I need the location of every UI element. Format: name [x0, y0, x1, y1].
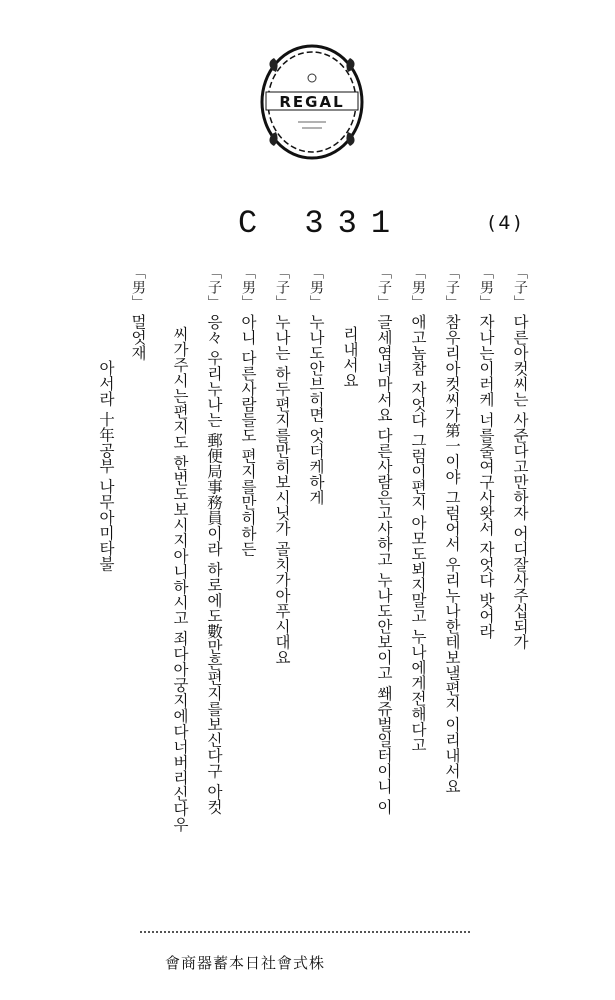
- dialogue-line: [236, 265, 260, 556]
- dialogue-text: 아니 다른사람들도 편지를만히하든: [239, 314, 257, 557]
- closing-remark: 아서라 十年공부 나무아미타불: [97, 360, 115, 572]
- regal-logo: [258, 42, 366, 162]
- logo-text: REGAL: [279, 93, 345, 111]
- dialogue-line: [474, 265, 498, 639]
- dotted-divider: [140, 931, 470, 933]
- dialogue-line: [440, 265, 464, 794]
- speaker-label: 「子」: [274, 265, 290, 310]
- speaker-label: 「男」: [308, 265, 324, 310]
- speaker-label: 「子」: [512, 265, 528, 310]
- speaker-label: 「子」: [206, 265, 222, 310]
- dialogue-text: 누나는 하두편지를만히보시닛가 골치가아푸시대요: [273, 314, 291, 665]
- speaker-label: 「男」: [478, 265, 494, 310]
- dialogue-text: 글세염녀마서요 다른사람은고사하고 누나도안보이고 쐐쥬벌일터이니 이: [375, 314, 393, 815]
- dialogue-text: 멀엇재: [129, 314, 147, 361]
- dialogue-text: 참우리아컷씨가第一이야 그럼어서 우리누나한테보낼편지 이리내서요: [443, 314, 461, 794]
- dialogue-line: [126, 265, 150, 361]
- dialogue-text: 다른아컷씨는 사준다고만하자 어디잘사주십되가: [511, 314, 529, 650]
- dialogue-line: [270, 265, 294, 665]
- catalog-number: C 331: [238, 205, 405, 242]
- dialogue-text: 애고놈참 자엇다 그럼이편지 아모도뵈지말고 누나에게전해다고: [409, 314, 427, 753]
- speaker-label: 「男」: [130, 265, 146, 310]
- side-number: (4): [488, 212, 524, 234]
- speaker-label: 「子」: [376, 265, 392, 310]
- dialogue-line: [372, 265, 396, 814]
- dialogue-line: [168, 322, 192, 832]
- dialogue-text: 누나도안브히면 엇더케하게: [307, 314, 325, 505]
- dialogue-line: [338, 322, 362, 388]
- dialogue-text: 자나는이러케 너를줄여구사왓서 자엇다 밧어라: [477, 314, 495, 639]
- dialogue-line: [508, 265, 532, 649]
- dialogue-line: [304, 265, 328, 505]
- dialogue-line: [406, 265, 430, 752]
- speaker-label: 「子」: [444, 265, 460, 310]
- dialogue-text: 리내서요: [341, 326, 359, 388]
- dialogue-text: 씨가주시는편지도 한번도보시지아니하시고 죄다아궁지에다너버리신다우: [171, 326, 189, 832]
- publisher-footer: 會商器蓄本日社會式株: [165, 954, 326, 972]
- dialogue-line: [202, 265, 226, 814]
- speaker-label: 「男」: [240, 265, 256, 310]
- speaker-label: 「男」: [410, 265, 426, 310]
- dialogue-text: 응々 우리누나는 郵便局事務員이라 하로에도數만흔편지를보신다구 아컷: [205, 314, 223, 815]
